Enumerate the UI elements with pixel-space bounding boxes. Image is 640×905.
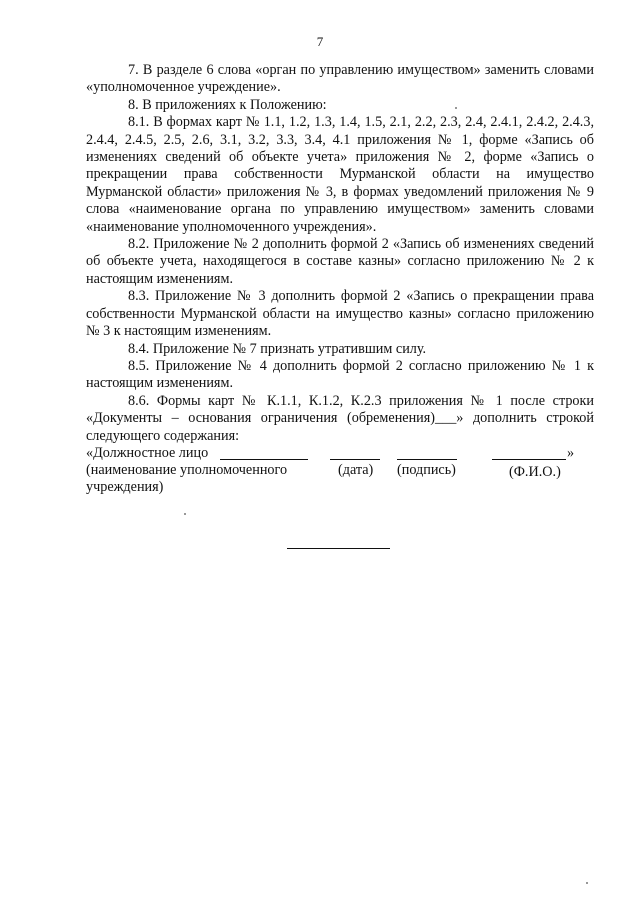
paragraph-8-2: 8.2. Приложение № 2 дополнить формой 2 «Запись об изменениях сведений об объекте учета, находящегося в составе казны» согласно приложению № 2 к настоящим изменениям. bbox=[86, 236, 594, 287]
scan-speck bbox=[455, 107, 457, 109]
scan-speck bbox=[586, 882, 588, 884]
signature-label: «Должностное лицо bbox=[86, 444, 209, 461]
page-number: 7 bbox=[316, 34, 324, 49]
caption-name-line2: учреждения) bbox=[86, 478, 164, 495]
scan-speck bbox=[184, 513, 186, 515]
paragraph-8-5: 8.5. Приложение № 4 дополнить формой 2 согласно приложению № 1 к настоящим изменениям. bbox=[86, 357, 594, 392]
closing-rule bbox=[287, 548, 390, 549]
paragraph-8-4: 8.4. Приложение № 7 признать утратившим силу. bbox=[128, 340, 427, 357]
signature-line-name bbox=[220, 445, 308, 460]
signature-line-sign bbox=[397, 445, 457, 460]
paragraph-7: 7. В разделе 6 слова «орган по управлению имуществом» заменить словами «уполномоченное учреждение». bbox=[86, 62, 594, 96]
signature-closing-quote: » bbox=[567, 444, 575, 461]
signature-line-date bbox=[330, 445, 380, 460]
paragraph-8: 8. В приложениях к Положению: bbox=[128, 96, 327, 113]
caption-name-line1: (наименование уполномоченного bbox=[86, 461, 288, 478]
caption-fio: (Ф.И.О.) bbox=[509, 463, 561, 480]
signature-line-fio bbox=[492, 445, 566, 460]
paragraph-8-3: 8.3. Приложение № 3 дополнить формой 2 «Запись о прекращении права собственности Мурманской области на имущество казны» согласно приложению № 3 к настоящим изменениям. bbox=[86, 288, 594, 340]
document-body bbox=[86, 62, 594, 501]
caption-signature: (подпись) bbox=[397, 461, 456, 478]
signature-block bbox=[86, 445, 594, 501]
paragraph-8-1: 8.1. В формах карт № 1.1, 1.2, 1.3, 1.4, 1.5, 2.1, 2.2, 2.3, 2.4, 2.4.1, 2.4.2, 2.4.3, 2.4.4, 2.4.5, 2.5, 2.6, 3.1, 3.2, 3.3, 3.4, 4.1 приложения № 1, форме «Запись об изменениях сведений об объекте учета» приложения № 2, форме «Запись о прекращении права собственности Мурманской области на имущество Мурманской области» приложения № 3, в формах уведомлений приложения № 9 слова «наименование органа по управлению имуществом» заменить словами «наименование уполномоченного учреждения». bbox=[86, 114, 594, 235]
paragraph-8-6: 8.6. Формы карт № К.1.1, К.1.2, К.2.3 приложения № 1 после строки «Документы – основания ограничения (обременения)___» дополнить строкой следующего содержания: bbox=[86, 392, 594, 444]
caption-date: (дата) bbox=[338, 461, 374, 478]
